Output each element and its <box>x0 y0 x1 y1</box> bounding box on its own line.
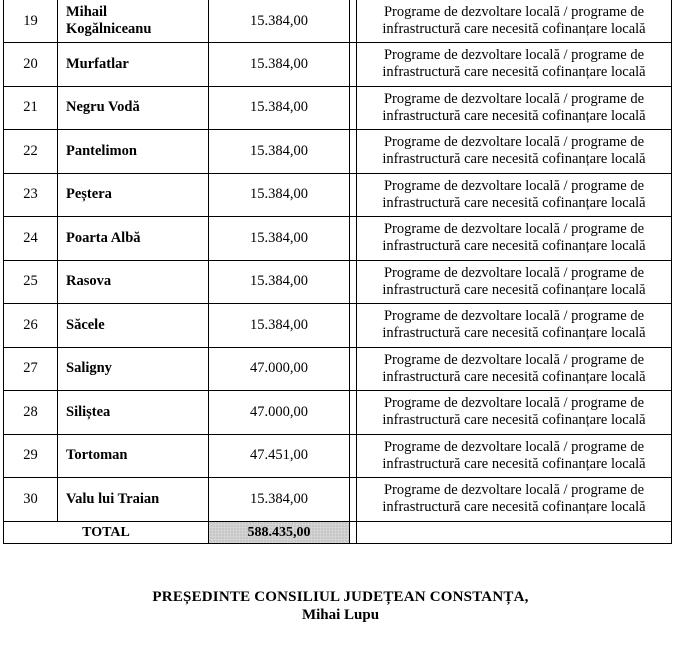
amount: 47.000,00 <box>209 347 350 391</box>
purpose-line2: infrastructură care necesită cofinanțare locală <box>382 281 646 298</box>
table-row <box>4 347 672 391</box>
table-row <box>4 260 672 304</box>
purpose <box>357 43 672 87</box>
purpose <box>357 304 672 348</box>
column-separator <box>350 43 357 87</box>
purpose-line1: Programe de dezvoltare locală / programe de <box>383 264 645 281</box>
purpose <box>357 478 672 522</box>
amount: 47.000,00 <box>209 391 350 435</box>
row-number: 23 <box>4 173 58 217</box>
column-separator <box>350 217 357 261</box>
signature-title: PREȘEDINTE CONSILIUL JUDEȚEAN CONSTANȚA, <box>152 589 529 605</box>
purpose-line1: Programe de dezvoltare locală / programe de <box>383 177 645 194</box>
row-number: 26 <box>4 304 58 348</box>
table-row <box>4 43 672 87</box>
column-separator <box>350 260 357 304</box>
table-row <box>4 217 672 261</box>
locality-name: Pantelimon <box>58 130 209 174</box>
amount: 15.384,00 <box>209 173 350 217</box>
row-number: 28 <box>4 391 58 435</box>
purpose-line1: Programe de dezvoltare locală / programe de <box>383 395 645 412</box>
column-separator <box>350 173 357 217</box>
purpose-line2: infrastructură care necesită cofinanțare locală <box>382 151 646 168</box>
row-number: 29 <box>4 434 58 478</box>
locality-name: Săcele <box>58 304 209 348</box>
purpose <box>357 347 672 391</box>
amount: 15.384,00 <box>209 86 350 130</box>
column-separator <box>350 478 357 522</box>
purpose-line1: Programe de dezvoltare locală / programe de <box>383 482 645 499</box>
purpose <box>357 173 672 217</box>
locality-name: Tortoman <box>58 434 209 478</box>
purpose-line2: infrastructură care necesită cofinanțare locală <box>382 455 646 472</box>
row-number: 19 <box>4 0 58 43</box>
purpose-line1: Programe de dezvoltare locală / programe de <box>383 351 645 368</box>
row-number: 22 <box>4 130 58 174</box>
table-row <box>4 130 672 174</box>
purpose-line2: infrastructură care necesită cofinanțare locală <box>382 21 646 37</box>
purpose-line1: Programe de dezvoltare locală / programe de <box>383 47 645 64</box>
amount: 15.384,00 <box>209 304 350 348</box>
table-row <box>4 0 672 43</box>
locality-name: Murfatlar <box>58 43 209 87</box>
amount: 15.384,00 <box>209 0 350 43</box>
amount: 47.451,00 <box>209 434 350 478</box>
column-separator <box>350 130 357 174</box>
purpose-line1: Programe de dezvoltare locală / programe de <box>383 221 645 238</box>
table-row <box>4 304 672 348</box>
total-empty-cell <box>357 521 672 543</box>
row-number: 25 <box>4 260 58 304</box>
row-number: 24 <box>4 217 58 261</box>
amount: 15.384,00 <box>209 260 350 304</box>
purpose <box>357 260 672 304</box>
purpose-line2: infrastructură care necesită cofinanțare locală <box>382 368 646 385</box>
purpose-line1: Programe de dezvoltare locală / programe de <box>383 438 645 455</box>
locality-name-line2: Kogălniceanu <box>66 21 152 37</box>
row-number: 30 <box>4 478 58 522</box>
purpose-line2: infrastructură care necesită cofinanțare locală <box>382 194 646 211</box>
row-number: 21 <box>4 86 58 130</box>
row-number: 20 <box>4 43 58 87</box>
locality-name: Rasova <box>58 260 209 304</box>
locality-name: Negru Vodă <box>58 86 209 130</box>
amount: 15.384,00 <box>209 130 350 174</box>
column-separator <box>350 434 357 478</box>
column-separator <box>350 521 357 543</box>
amount: 15.384,00 <box>209 478 350 522</box>
row-number: 27 <box>4 347 58 391</box>
column-separator <box>350 347 357 391</box>
table-row <box>4 478 672 522</box>
locality-name: Valu lui Traian <box>58 478 209 522</box>
locality-name-line1: Mihail <box>66 4 108 20</box>
purpose-line1: Programe de dezvoltare locală / programe de <box>383 4 645 20</box>
purpose-line1: Programe de dezvoltare locală / programe de <box>383 134 645 151</box>
allocation-table <box>3 0 672 544</box>
purpose-line2: infrastructură care necesită cofinanțare locală <box>382 107 646 124</box>
total-label: TOTAL <box>4 521 209 543</box>
total-row <box>4 521 672 543</box>
purpose <box>357 86 672 130</box>
amount: 15.384,00 <box>209 217 350 261</box>
purpose-line2: infrastructură care necesită cofinanțare locală <box>382 238 646 255</box>
locality-name: Siliștea <box>58 391 209 435</box>
purpose-line1: Programe de dezvoltare locală / programe de <box>383 308 645 325</box>
table-row <box>4 391 672 435</box>
purpose-line2: infrastructură care necesită cofinanțare locală <box>382 499 646 516</box>
purpose <box>357 0 672 43</box>
locality-name: Saligny <box>58 347 209 391</box>
locality-name <box>58 0 209 43</box>
purpose-line2: infrastructură care necesită cofinanțare locală <box>382 325 646 342</box>
table-row <box>4 434 672 478</box>
signature-name: Mihai Lupu <box>301 607 380 623</box>
purpose-line1: Programe de dezvoltare locală / programe de <box>383 90 645 107</box>
table-row <box>4 173 672 217</box>
purpose <box>357 217 672 261</box>
total-value: 588.435,00 <box>209 521 350 543</box>
column-separator <box>350 0 357 43</box>
column-separator <box>350 391 357 435</box>
allocation-table-body <box>4 0 672 543</box>
purpose <box>357 391 672 435</box>
column-separator <box>350 304 357 348</box>
locality-name: Peștera <box>58 173 209 217</box>
purpose <box>357 434 672 478</box>
locality-name: Poarta Albă <box>58 217 209 261</box>
column-separator <box>350 86 357 130</box>
table-row <box>4 86 672 130</box>
purpose <box>357 130 672 174</box>
purpose-line2: infrastructură care necesită cofinanțare locală <box>382 64 646 81</box>
purpose-line2: infrastructură care necesită cofinanțare locală <box>382 412 646 429</box>
amount: 15.384,00 <box>209 43 350 87</box>
